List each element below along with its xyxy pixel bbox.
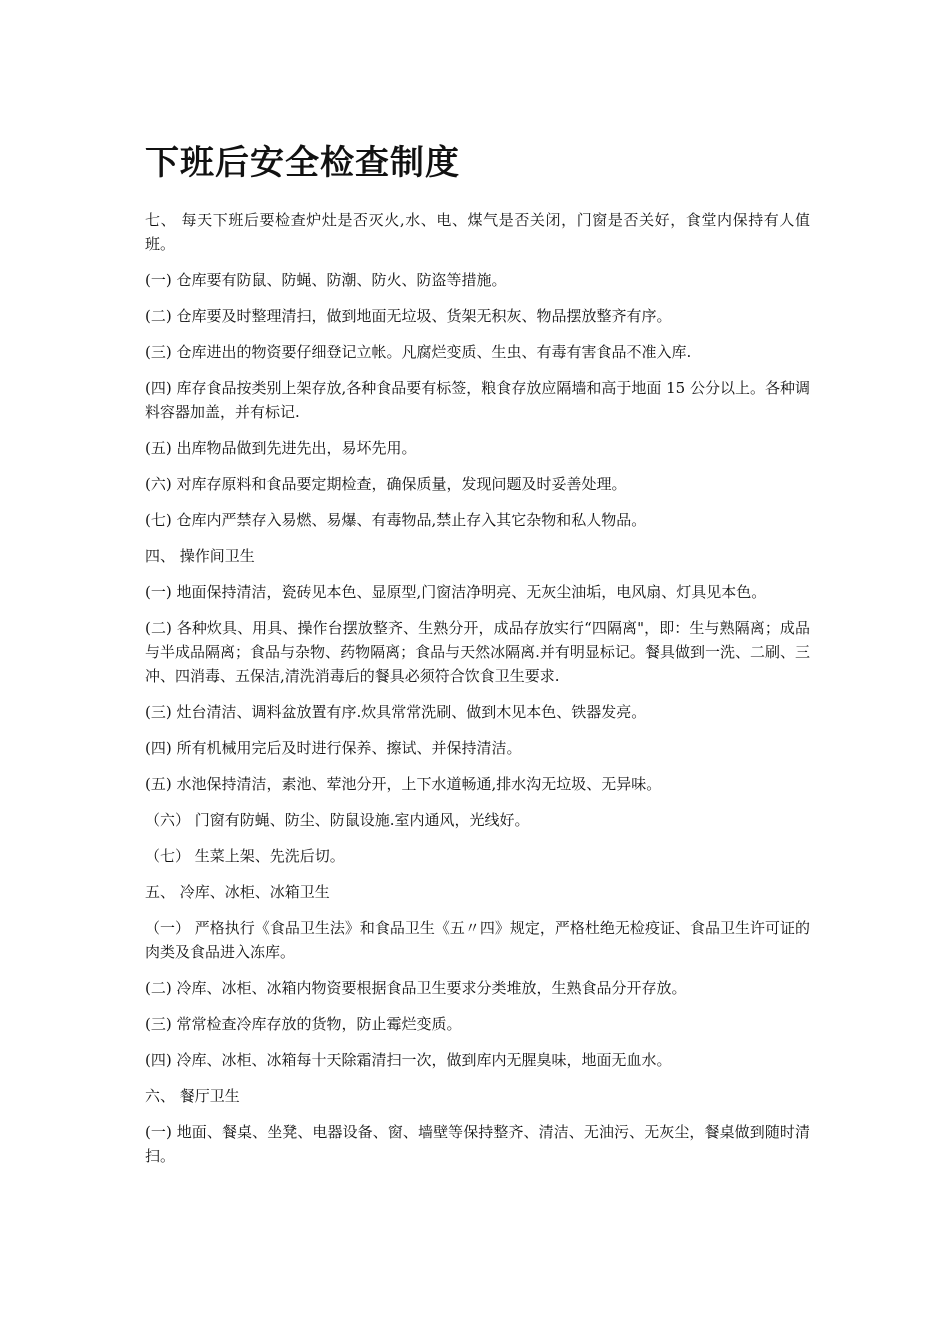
paragraph: (三) 常常检查冷库存放的货物，防止霉烂变质。 [145, 1015, 462, 1033]
paragraph: （六） 门窗有防蝇、防尘、防鼠设施.室内通风，光线好。 [145, 811, 530, 829]
section-heading: 四、 操作间卫生 [145, 547, 255, 565]
paragraph: （七） 生菜上架、先洗后切。 [145, 847, 345, 865]
paragraph: (二) 仓库要及时整理清扫，做到地面无垃圾、货架无积灰、物品摆放整齐有序。 [145, 307, 672, 325]
paragraph: (一) 地面保持清洁，瓷砖见本色、显原型,门窗洁净明亮、无灰尘油垢，电风扇、灯具见本色。 [145, 583, 767, 601]
paragraph: (六) 对库存原料和食品要定期检查，确保质量，发现问题及时妥善处理。 [145, 475, 627, 493]
section-heading: 五、 冷库、冰柜、冰箱卫生 [145, 883, 330, 901]
paragraph: 七、 每天下班后要检查炉灶是否灭火,水、电、煤气是否关闭，门窗是否关好，食堂内保持有人值班。 [145, 211, 810, 253]
paragraph: (三) 灶台清洁、调料盆放置有序.炊具常常洗刷、做到木见本色、铁器发亮。 [145, 703, 647, 721]
paragraph: (三) 仓库进出的物资要仔细登记立帐。凡腐烂变质、生虫、有毒有害食品不准入库. [145, 343, 692, 361]
paragraph: (一) 地面、餐桌、坐凳、电器设备、窗、墙壁等保持整齐、清洁、无油污、无灰尘，餐桌做到随时清扫。 [145, 1123, 810, 1165]
paragraph: (五) 出库物品做到先进先出，易坏先用。 [145, 439, 417, 457]
paragraph: (一) 仓库要有防鼠、防蝇、防潮、防火、防盗等措施。 [145, 271, 507, 289]
paragraph: (五) 水池保持清洁，素池、荤池分开，上下水道畅通,排水沟无垃圾、无异味。 [145, 775, 662, 793]
section-heading: 六、 餐厅卫生 [145, 1087, 240, 1105]
paragraph: (二) 各种炊具、用具、操作台摆放整齐、生熟分开，成品存放实行“四隔离"，即：生与熟隔离；成品与半成品隔离；食品与杂物、药物隔离；食品与天然冰隔离.并有明显标记。餐具做到一洗、二刷、三冲、四消毒、五保洁,清洗消毒后的餐具必须符合饮食卫生要求. [145, 619, 810, 685]
paragraph: (七) 仓库内严禁存入易燃、易爆、有毒物品,禁止存入其它杂物和私人物品。 [145, 511, 647, 529]
document-body [145, 140, 810, 1180]
paragraph: (四) 库存食品按类别上架存放,各种食品要有标签，粮食存放应隔墙和高于地面 15 公分以上。各种调料容器加盖，并有标记. [145, 379, 810, 421]
paragraph: (二) 冷库、冰柜、冰箱内物资要根据食品卫生要求分类堆放，生熟食品分开存放。 [145, 979, 687, 997]
document-title: 下班后安全检查制度 [145, 143, 460, 183]
paragraph: (四) 冷库、冰柜、冰箱每十天除霜清扫一次，做到库内无腥臭味，地面无血水。 [145, 1051, 672, 1069]
paragraph: （一） 严格执行《食品卫生法》和食品卫生《五〃四》规定，严格杜绝无检疫证、食品卫生许可证的肉类及食品进入冻库。 [145, 919, 810, 961]
paragraph: (四) 所有机械用完后及时进行保养、擦试、并保持清洁。 [145, 739, 522, 757]
